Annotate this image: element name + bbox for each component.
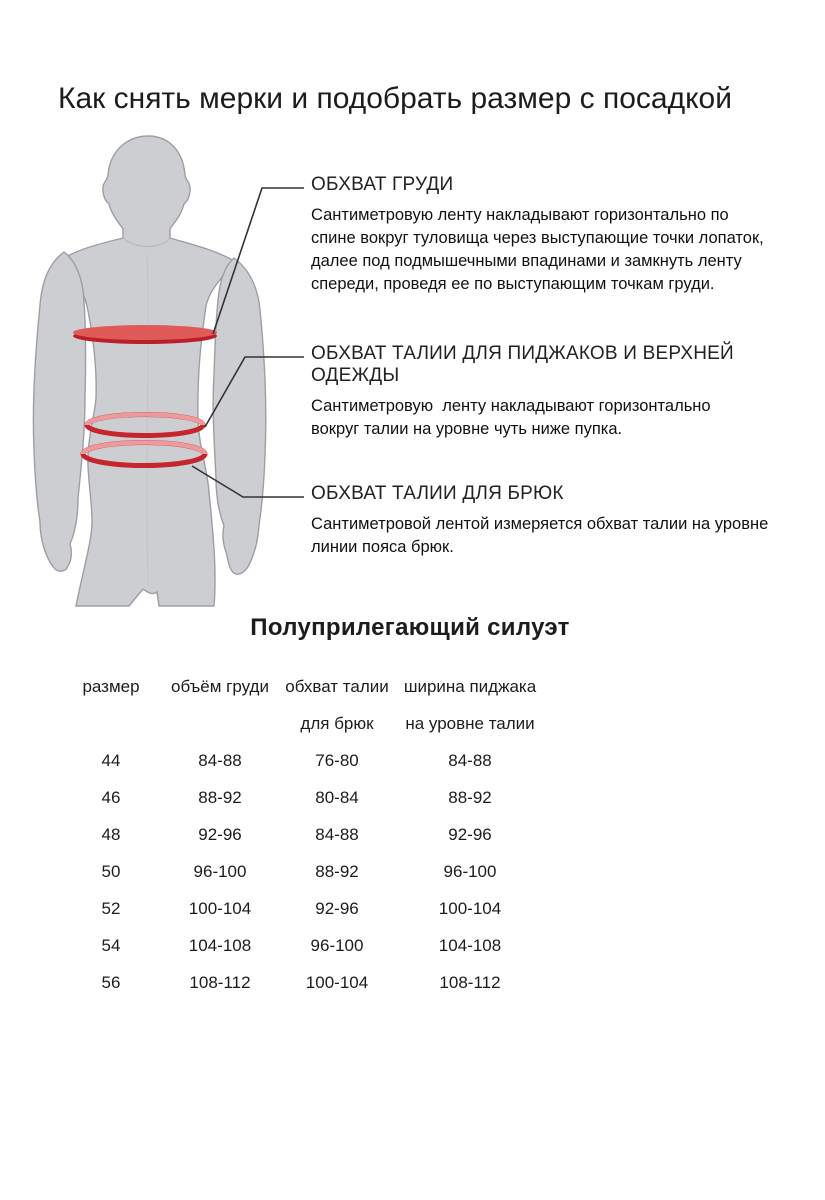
table-cell: 88-92 xyxy=(198,787,242,807)
description-line: линии пояса брюк. xyxy=(311,538,454,556)
table-cell: 76-80 xyxy=(315,750,359,770)
table-cell: 46 xyxy=(101,787,121,807)
table-cell: 96-100 xyxy=(310,935,364,955)
section-heading: ОБХВАТ ГРУДИ xyxy=(311,174,454,195)
measurement-diagram xyxy=(20,130,320,610)
table-row xyxy=(60,853,544,890)
table-header-row-1 xyxy=(60,668,544,705)
table-header-row-2 xyxy=(60,705,544,742)
table-row xyxy=(60,964,544,1001)
section-chest xyxy=(311,174,764,296)
table-cell: 92-96 xyxy=(198,824,242,844)
table-cell: 50 xyxy=(101,861,121,881)
description-line: Сантиметровую ленту накладывают горизонтально по xyxy=(311,206,729,224)
table-cell: 100-104 xyxy=(438,898,502,918)
description-line: Сантиметровую ленту накладывают горизонтально xyxy=(311,397,711,415)
description-line: спереди, проведя ее по выступающим точкам груди. xyxy=(311,275,715,293)
size-table xyxy=(60,668,544,1001)
left-arm xyxy=(33,252,85,571)
table-cell: 88-92 xyxy=(315,861,359,881)
column-header: обхват талии xyxy=(285,676,389,696)
column-header: размер xyxy=(82,676,140,696)
table-cell: 84-88 xyxy=(448,750,492,770)
column-header: на уровне талии xyxy=(405,713,535,733)
table-body xyxy=(60,742,544,1001)
table-cell: 100-104 xyxy=(305,972,369,992)
table-cell: 96-100 xyxy=(193,861,247,881)
table-cell: 108-112 xyxy=(189,972,251,992)
table-cell: 104-108 xyxy=(188,935,252,955)
table-title: Полуприлегающий силуэт xyxy=(250,614,570,641)
table-row xyxy=(60,816,544,853)
table-row xyxy=(60,927,544,964)
section-heading: ОБХВАТ ТАЛИИ ДЛЯ ПИДЖАКОВ И ВЕРХНЕЙ ОДЕЖДЫ xyxy=(311,343,734,386)
table-cell: 44 xyxy=(101,750,121,770)
column-header: объём груди xyxy=(171,676,269,696)
table-cell: 96-100 xyxy=(443,861,497,881)
section-description xyxy=(311,395,825,441)
table-cell: 92-96 xyxy=(448,824,492,844)
right-arm xyxy=(213,258,266,574)
table-row xyxy=(60,742,544,779)
table-cell: 104-108 xyxy=(438,935,502,955)
section-trouser-waist xyxy=(311,483,768,559)
table-cell: 84-88 xyxy=(198,750,242,770)
table-cell: 100-104 xyxy=(188,898,252,918)
section-jacket-waist xyxy=(311,343,825,441)
table-cell: 92-96 xyxy=(315,898,359,918)
table-row xyxy=(60,890,544,927)
table-cell: 88-92 xyxy=(448,787,492,807)
section-description xyxy=(311,204,764,296)
table-cell: 56 xyxy=(101,972,121,992)
page-title: Как снять мерки и подобрать размер с посадкой xyxy=(58,82,732,115)
chest-band xyxy=(73,325,217,344)
table-cell: 52 xyxy=(101,898,121,918)
table-cell: 84-88 xyxy=(315,824,359,844)
table-cell: 54 xyxy=(101,935,121,955)
table-cell: 108-112 xyxy=(439,972,501,992)
column-header: для брюк xyxy=(300,713,374,733)
description-line: далее под подмышечными впадинами и замкнуть ленту xyxy=(311,252,742,270)
column-header: ширина пиджака xyxy=(403,676,537,696)
description-line: вокруг талии на уровне чуть ниже пупка. xyxy=(311,420,623,438)
description-line: спине вокруг туловища через выступающие точки лопаток, xyxy=(311,229,764,247)
table-cell: 48 xyxy=(101,824,121,844)
table-cell: 80-84 xyxy=(315,787,359,807)
section-description xyxy=(311,513,768,559)
table-row xyxy=(60,779,544,816)
section-heading: ОБХВАТ ТАЛИИ ДЛЯ БРЮК xyxy=(311,483,564,504)
description-line: Сантиметровой лентой измеряется обхват талии на уровне xyxy=(311,515,769,533)
male-silhouette-figure xyxy=(20,130,320,610)
